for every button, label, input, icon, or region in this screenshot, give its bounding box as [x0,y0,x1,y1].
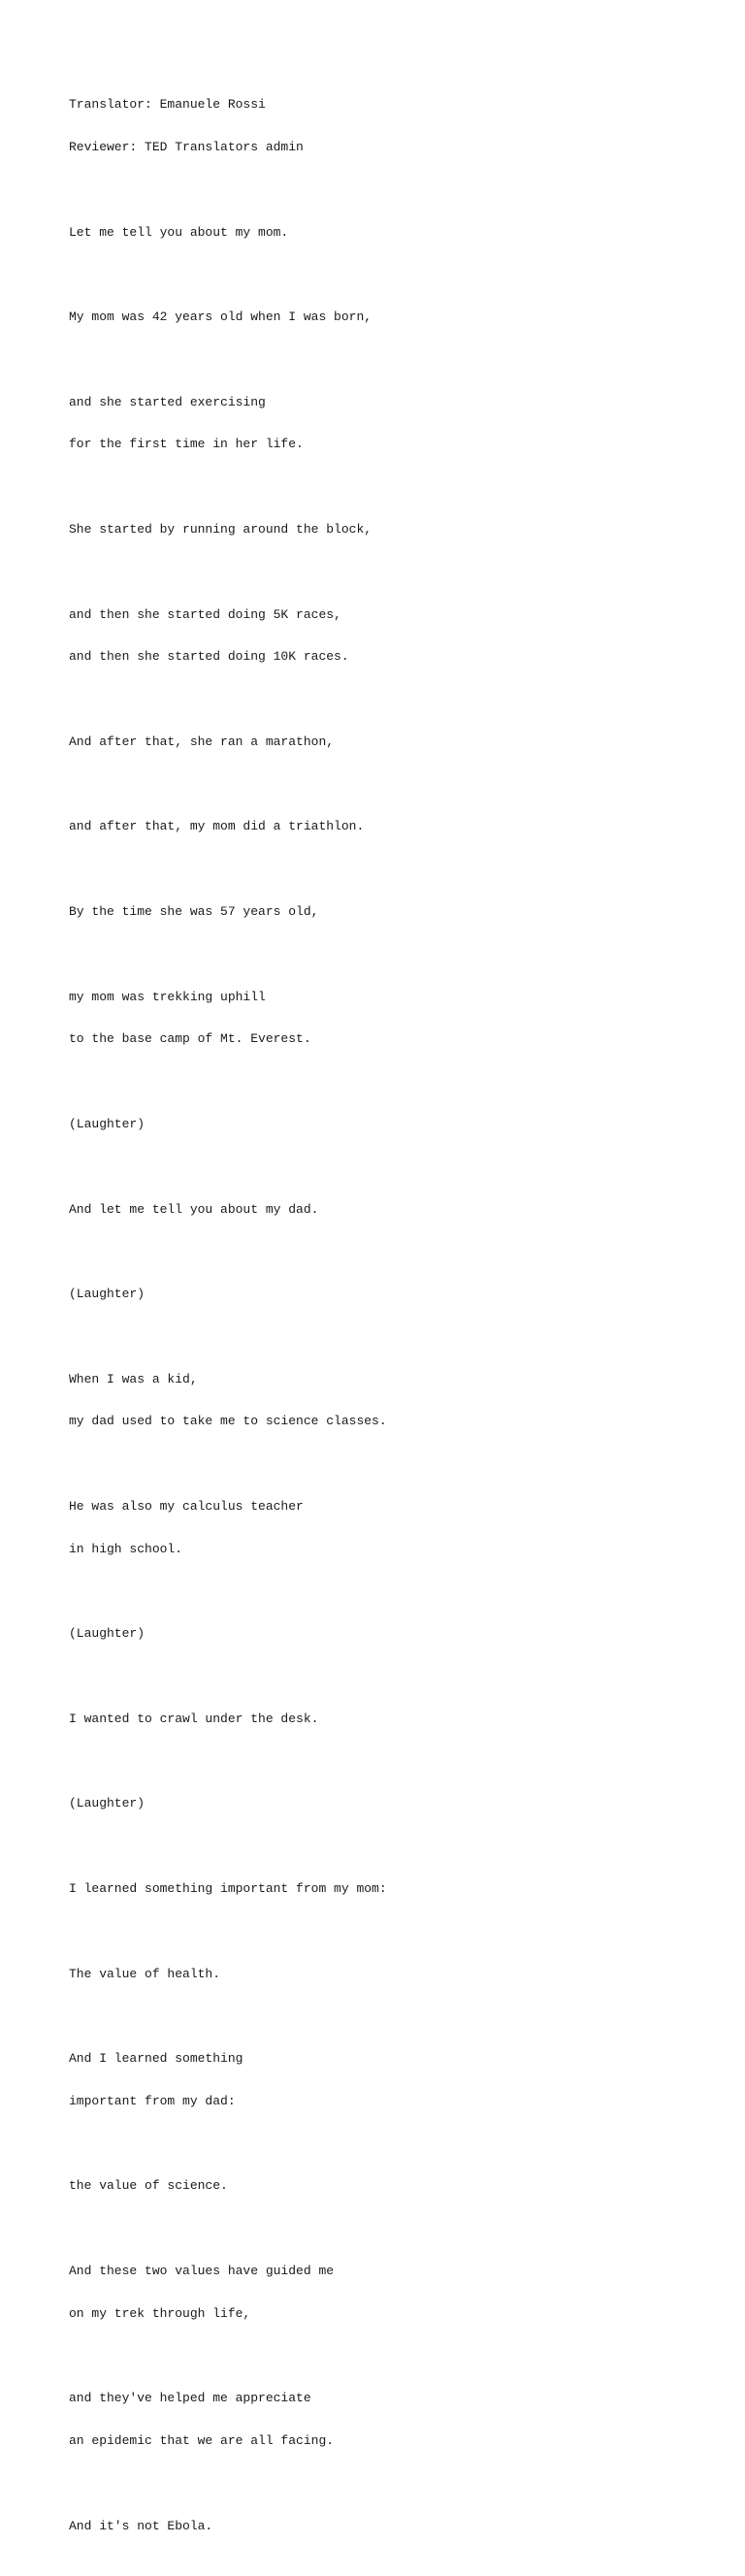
transcript-paragraph [69,282,709,353]
transcript-line: and then she started doing 5K races, [69,606,341,622]
transcript-paragraph [69,1684,709,1755]
transcript-line: The value of health. [69,1966,221,1981]
transcript-line: important from my dad: [69,2093,236,2108]
laughter-paragraph [69,1259,709,1330]
transcript-paragraph [69,707,709,778]
transcript-line: And I learned something [69,2051,243,2067]
transcript-line: and after that, my mom did a triathlon. [69,819,365,834]
transcript-paragraph [69,2151,709,2222]
transcript-line: and then she started doing 10K races. [69,649,349,665]
transcript-line: By the time she was 57 years old, [69,904,319,920]
reviewer-credit: Reviewer: TED Translators admin [69,139,304,154]
credits-paragraph [69,70,709,183]
transcript-line: When I was a kid, [69,1371,198,1386]
transcript-paragraph [69,2236,709,2350]
transcript-line: my mom was trekking uphill [69,989,266,1004]
transcript-line: He was also my calculus teacher [69,1498,304,1514]
transcript-line: an epidemic that we are all facing. [69,2433,335,2449]
transcript-paragraph [69,877,709,948]
transcript-line: And after that, she ran a marathon, [69,734,335,749]
laughter-note: (Laughter) [69,1626,146,1642]
transcript-line: And let me tell you about my dad. [69,1201,319,1217]
laughter-paragraph [69,1599,709,1670]
transcript-paragraph [69,1854,709,1925]
transcript-paragraph [69,579,709,693]
transcript-line: my dad used to take me to science classes. [69,1414,387,1429]
transcript-line: I wanted to crawl under the desk. [69,1711,319,1726]
transcript-paragraph [69,1472,709,1585]
transcript-paragraph [69,367,709,480]
transcript-line: and she started exercising [69,394,266,409]
transcript-line: She started by running around the block, [69,522,372,537]
transcript-line: My mom was 42 years old when I was born, [69,310,372,325]
transcript-line: to the base camp of Mt. Everest. [69,1031,311,1047]
laughter-note: (Laughter) [69,1116,146,1131]
laughter-paragraph [69,1769,709,1840]
translator-credit: Translator: Emanuele Rossi [69,97,266,113]
transcript-line: Let me tell you about my mom. [69,224,289,240]
transcript-paragraph [69,2024,709,2137]
transcript-line: in high school. [69,1541,183,1556]
transcript-paragraph [69,2364,709,2477]
transcript-line: and they've helped me appreciate [69,2391,311,2406]
laughter-paragraph [69,1090,709,1160]
transcript-line: on my trek through life, [69,2305,251,2321]
transcript-paragraph [69,792,709,863]
transcript-line: And it's not Ebola. [69,2518,213,2533]
transcript-document [69,70,709,2576]
transcript-paragraph [69,2492,709,2562]
transcript-line: the value of science. [69,2178,228,2194]
transcript-paragraph [69,1174,709,1245]
transcript-line: I learned something important from my mom: [69,1881,387,1896]
transcript-paragraph [69,1939,709,2009]
transcript-paragraph [69,495,709,566]
laughter-note: (Laughter) [69,1796,146,1811]
transcript-paragraph [69,1344,709,1457]
transcript-paragraph [69,197,709,268]
laughter-note: (Laughter) [69,1287,146,1302]
transcript-line: And these two values have guided me [69,2264,335,2279]
transcript-paragraph [69,962,709,1075]
transcript-line: for the first time in her life. [69,437,304,452]
